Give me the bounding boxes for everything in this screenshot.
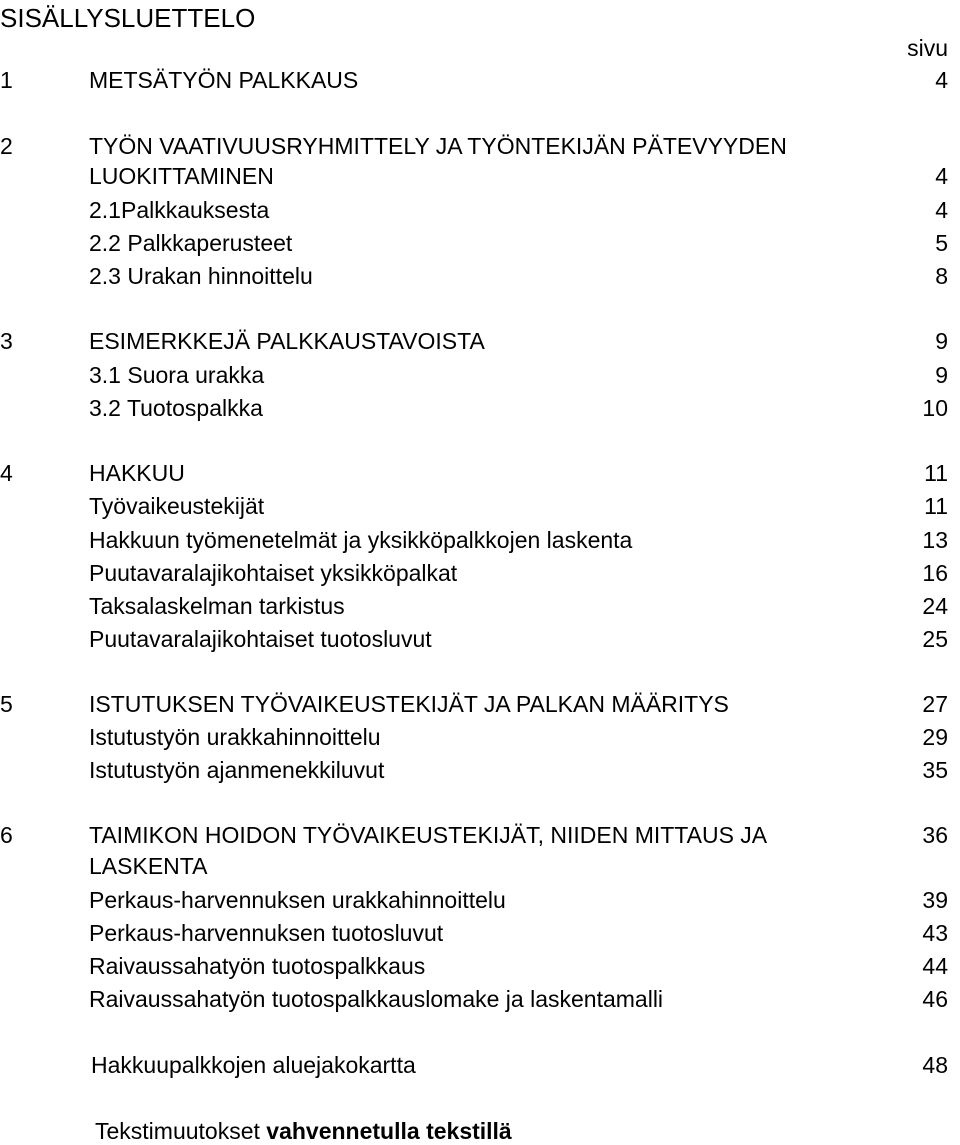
toc-entry-label[interactable]: Perkaus-harvennuksen urakkahinnoittelu xyxy=(89,887,506,913)
toc-entry-label[interactable]: Perkaus-harvennuksen tuotosluvut xyxy=(89,920,444,946)
toc-entry-label[interactable]: Puutavaralajikohtaiset yksikköpalkat xyxy=(89,560,458,586)
toc-page-number: 4 xyxy=(935,197,948,223)
toc-entry-label[interactable]: Raivaussahatyön tuotospalkkaus xyxy=(89,953,426,979)
toc-entry-label[interactable]: 2.2 Palkkaperusteet xyxy=(89,230,293,256)
toc-page-number: 16 xyxy=(922,560,948,586)
toc-page-number: 8 xyxy=(935,263,948,289)
toc-page-number: 4 xyxy=(935,163,948,189)
toc-entry-label[interactable]: ESIMERKKEJÄ PALKKAUSTAVOISTA xyxy=(89,328,485,354)
toc-number: 4 xyxy=(0,460,13,486)
toc-entry-label[interactable]: 2.3 Urakan hinnoittelu xyxy=(89,263,313,289)
toc-page-number: 10 xyxy=(922,395,948,421)
toc-number: 6 xyxy=(0,822,13,848)
toc-page-number: 9 xyxy=(935,328,948,354)
toc-page-number: 4 xyxy=(935,67,948,93)
toc-page-number: 11 xyxy=(924,460,948,486)
toc-page-number: 44 xyxy=(922,953,948,979)
toc-entry-label[interactable]: 2.1Palkkauksesta xyxy=(89,197,270,223)
toc-entry-label[interactable]: TAIMIKON HOIDON TYÖVAIKEUSTEKIJÄT, NIIDEN MITTAUS JA xyxy=(89,822,768,848)
footnote-bold-text: vahvennetulla tekstillä xyxy=(266,1118,512,1144)
toc-entry-label[interactable]: 3.2 Tuotospalkka xyxy=(89,395,263,421)
toc-entry-label[interactable]: Taksalaskelman tarkistus xyxy=(89,593,345,619)
toc-page-number: 39 xyxy=(922,887,948,913)
toc-entry-label[interactable]: Hakkuun työmenetelmät ja yksikköpalkkojen laskenta xyxy=(89,527,633,553)
toc-entry-label[interactable]: ISTUTUKSEN TYÖVAIKEUSTEKIJÄT JA PALKAN MÄÄRITYS xyxy=(89,691,729,717)
toc-entry-label[interactable]: METSÄTYÖN PALKKAUS xyxy=(89,67,359,93)
toc-page-number: 25 xyxy=(922,626,948,652)
toc-page-number: 43 xyxy=(922,920,948,946)
toc-title: SISÄLLYSLUETTELO xyxy=(0,3,256,33)
footnote-text: Tekstimuutokset xyxy=(95,1118,267,1144)
toc-entry-label[interactable]: Istutustyön urakkahinnoittelu xyxy=(89,724,381,750)
toc-page-number: 5 xyxy=(935,230,948,256)
toc-page-number: 46 xyxy=(922,986,948,1012)
toc-page-number: 35 xyxy=(922,757,948,783)
toc-entry-label[interactable]: HAKKUU xyxy=(89,460,185,486)
toc-entry-label[interactable]: Istutustyön ajanmenekkiluvut xyxy=(89,757,385,783)
toc-number: 5 xyxy=(0,691,13,717)
toc-entry-label-continuation[interactable]: LUOKITTAMINEN xyxy=(89,163,274,189)
toc-entry-label[interactable]: Työvaikeustekijät xyxy=(89,493,265,519)
toc-number: 2 xyxy=(0,133,13,159)
toc-page-number: 9 xyxy=(935,362,948,388)
toc-entry-label[interactable]: TYÖN VAATIVUUSRYHMITTELY JA TYÖNTEKIJÄN PÄTEVYYDEN xyxy=(89,133,787,159)
toc-page-number: 13 xyxy=(922,527,948,553)
toc-number: 3 xyxy=(0,328,13,354)
toc-page-number: 48 xyxy=(922,1052,948,1078)
toc-entry-label[interactable]: Hakkuupalkkojen aluejakokartta xyxy=(91,1052,416,1078)
toc-number: 1 xyxy=(0,67,13,93)
toc-page-number: 27 xyxy=(922,691,948,717)
footnote xyxy=(95,1117,512,1145)
toc-entry-label[interactable]: Puutavaralajikohtaiset tuotosluvut xyxy=(89,626,432,652)
toc-page-number: 29 xyxy=(922,724,948,750)
toc-page-number: 36 xyxy=(922,822,948,848)
toc-page-number: 11 xyxy=(924,493,948,519)
toc-entry-label[interactable]: 3.1 Suora urakka xyxy=(89,362,265,388)
toc-page-number: 24 xyxy=(922,593,948,619)
toc-entry-label[interactable]: Raivaussahatyön tuotospalkkauslomake ja laskentamalli xyxy=(89,986,664,1012)
toc-entry-label-continuation[interactable]: LASKENTA xyxy=(89,853,208,879)
page-column-header: sivu xyxy=(907,35,948,61)
